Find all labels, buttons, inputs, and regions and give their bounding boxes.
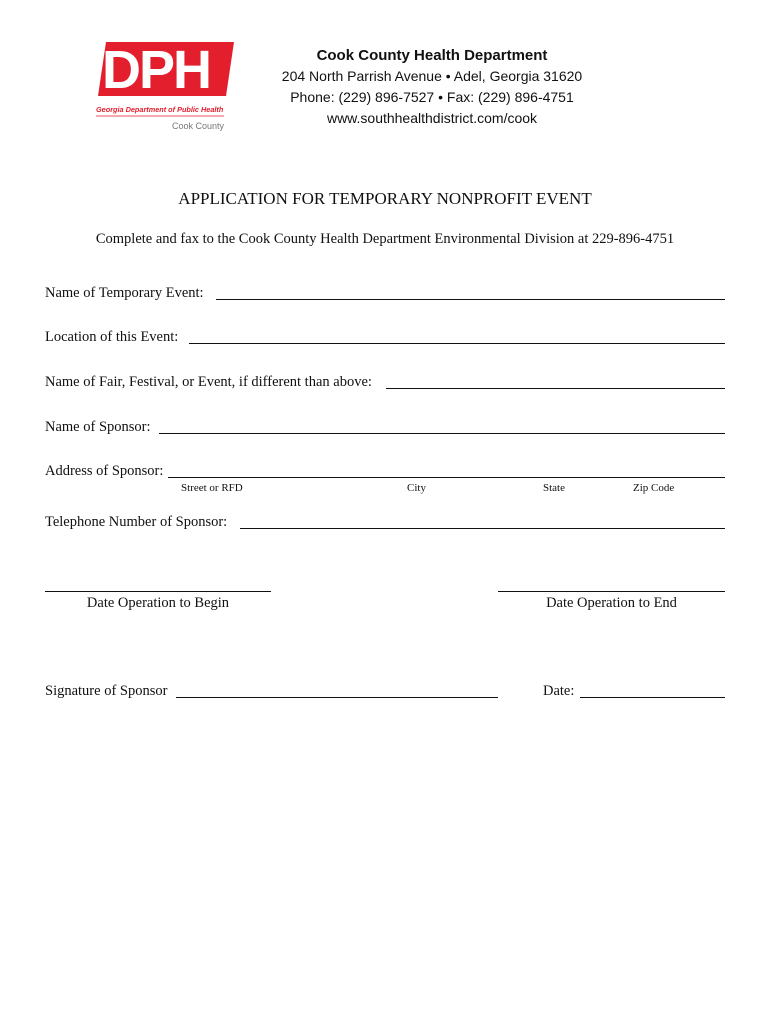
date-begin-label: Date Operation to Begin [86,595,230,611]
location-field[interactable] [189,343,725,344]
event-name-field[interactable] [216,299,725,300]
telephone-field[interactable] [240,528,725,529]
signature-label: Signature of Sponsor [45,683,168,699]
address-city-caption: City [407,482,426,494]
logo-tagline: Georgia Department of Public Health [96,105,224,114]
sponsor-label: Name of Sponsor: [45,419,151,435]
event-name-label: Name of Temporary Event: [45,285,204,301]
org-phone: Phone: (229) 896-7527 • Fax: (229) 896-4751 [290,89,574,105]
address-field[interactable] [168,477,725,478]
org-address: 204 North Parrish Avenue • Adel, Georgia 31620 [281,68,583,84]
date-end-field[interactable] [498,591,725,592]
org-name: Cook County Health Department [316,47,548,64]
address-zip-caption: Zip Code [633,482,675,494]
instructions: Complete and fax to the Cook County Health Department Environmental Division at 229-896-4751 [95,231,675,247]
telephone-label: Telephone Number of Sponsor: [45,514,228,530]
address-label: Address of Sponsor: [45,463,164,479]
date-label: Date: [543,683,575,699]
address-state-caption: State [543,482,565,494]
dph-logo [94,38,234,132]
fair-name-label: Name of Fair, Festival, or Event, if different than above: [45,374,372,390]
address-street-caption: Street or RFD [181,482,243,494]
logo-letters: DPH [102,40,211,100]
location-label: Location of this Event: [45,329,179,345]
header-block [240,45,624,129]
date-begin-field[interactable] [45,591,271,592]
fair-name-field[interactable] [386,388,725,389]
org-website[interactable]: www.southhealthdistrict.com/cook [326,110,538,126]
date-field[interactable] [580,697,725,698]
logo-county: Cook County [171,121,224,131]
signature-field[interactable] [176,697,498,698]
sponsor-field[interactable] [159,433,725,434]
form-title: APPLICATION FOR TEMPORARY NONPROFIT EVENT [178,189,592,208]
date-end-label: Date Operation to End [546,595,677,611]
